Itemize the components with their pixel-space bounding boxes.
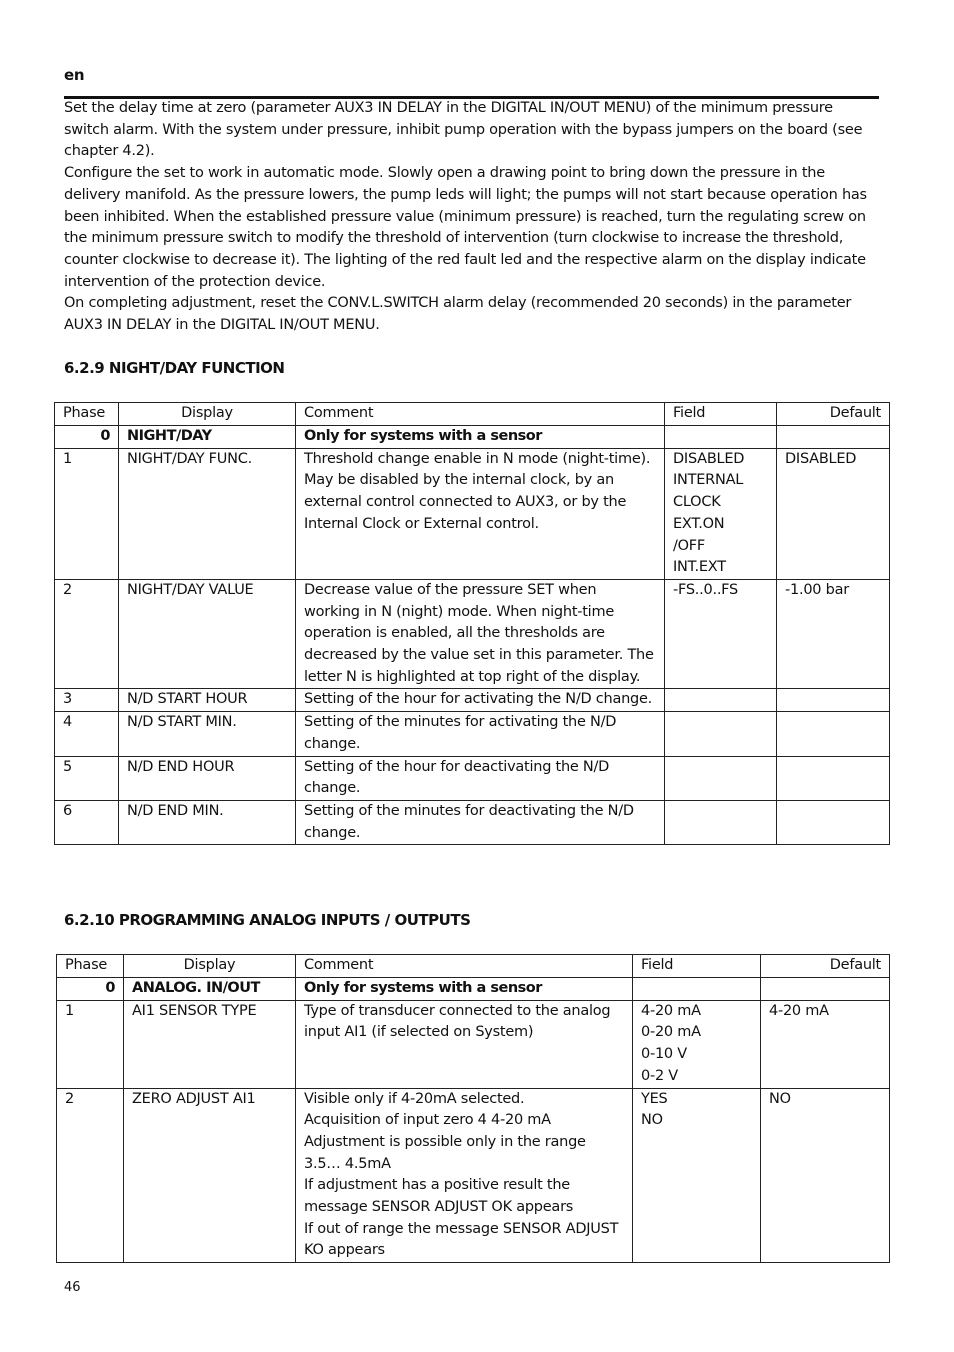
intro-text	[64, 98, 879, 337]
field-cell	[665, 800, 777, 844]
default-cell	[761, 978, 890, 1001]
table-title-row	[57, 978, 890, 1001]
column-header-phase: Phase	[57, 955, 124, 978]
phase-cell: 5	[55, 756, 119, 800]
table-row	[55, 689, 890, 712]
phase-cell: 1	[57, 1000, 124, 1088]
intro-paragraph-1: Set the delay time at zero (parameter AUX3 IN DELAY in the DIGITAL IN/OUT MENU) of the minimum pressure switch alarm. With the system under pressure, inhibit pump operation with the bypass jumpers on the board (see chapter 4.2).	[64, 100, 863, 160]
comment-cell: Only for systems with a sensor	[296, 426, 665, 449]
comment-cell: Type of transducer connected to the analog input AI1 (if selected on System)	[296, 1000, 633, 1088]
comment-cell: Threshold change enable in N mode (night-time). May be disabled by the internal clock, by an external control connected to AUX3, or by the Internal Clock or External control.	[296, 448, 665, 579]
default-cell	[777, 712, 890, 756]
table-row	[55, 800, 890, 844]
night-day-table	[54, 402, 890, 845]
comment-cell: Setting of the hour for activating the N/D change.	[296, 689, 665, 712]
column-header-field: Field	[665, 403, 777, 426]
field-cell: -FS..0..FS	[665, 579, 777, 689]
comment-cell: Setting of the hour for deactivating the N/D change.	[296, 756, 665, 800]
display-cell: ANALOG. IN/OUT	[124, 978, 296, 1001]
phase-cell: 3	[55, 689, 119, 712]
intro-paragraph-2: Configure the set to work in automatic mode. Slowly open a drawing point to bring down the pressure in the delivery manifold. As the pressure lowers, the pump leds will light; the pumps will not start because operation has been inhibited. When the established pressure value (minimum pressure) is reached, turn the regulating screw on the minimum pressure switch to modify the threshold of intervention (turn clockwise to increase the threshold, counter clockwise to decrease it). The lighting of the red fault led and the respective alarm on the display indicate intervention of the protection device.	[64, 165, 867, 290]
field-cell: YES NO	[633, 1088, 761, 1263]
phase-cell: 6	[55, 800, 119, 844]
field-cell: DISABLED INTERNAL CLOCK EXT.ON /OFF INT.EXT	[665, 448, 777, 579]
default-cell	[777, 426, 890, 449]
default-cell: DISABLED	[777, 448, 890, 579]
section-heading-analog-io: 6.2.10 PROGRAMMING ANALOG INPUTS / OUTPUTS	[64, 911, 471, 929]
table-header-row	[55, 403, 890, 426]
phase-cell: 4	[55, 712, 119, 756]
language-label: en	[64, 66, 85, 84]
table-row	[57, 1000, 890, 1088]
phase-cell: 0	[55, 426, 119, 449]
field-cell	[665, 712, 777, 756]
field-cell: 4-20 mA 0-20 mA 0-10 V 0-2 V	[633, 1000, 761, 1088]
default-cell	[777, 689, 890, 712]
table-row	[55, 712, 890, 756]
display-cell: NIGHT/DAY VALUE	[119, 579, 296, 689]
default-cell: NO	[761, 1088, 890, 1263]
field-cell	[665, 426, 777, 449]
field-cell	[665, 756, 777, 800]
display-cell: ZERO ADJUST AI1	[124, 1088, 296, 1263]
phase-cell: 1	[55, 448, 119, 579]
comment-cell: Setting of the minutes for activating the N/D change.	[296, 712, 665, 756]
analog-io-table	[56, 954, 890, 1263]
display-cell: N/D START HOUR	[119, 689, 296, 712]
column-header-comment: Comment	[296, 403, 665, 426]
field-cell	[633, 978, 761, 1001]
section-heading-night-day: 6.2.9 NIGHT/DAY FUNCTION	[64, 359, 285, 377]
column-header-comment: Comment	[296, 955, 633, 978]
phase-cell: 2	[55, 579, 119, 689]
column-header-field: Field	[633, 955, 761, 978]
table-title-row	[55, 426, 890, 449]
display-cell: N/D END MIN.	[119, 800, 296, 844]
display-cell: NIGHT/DAY	[119, 426, 296, 449]
comment-cell: Visible only if 4-20mA selected. Acquisition of input zero 4 4-20 mA Adjustment is possible only in the range 3.5… 4.5mA If adjustment has a positive result the message SENSOR ADJUST OK appears If out of range the message SENSOR ADJUST KO appears	[296, 1088, 633, 1263]
column-header-display: Display	[119, 403, 296, 426]
comment-cell: Setting of the minutes for deactivating the N/D change.	[296, 800, 665, 844]
comment-cell: Only for systems with a sensor	[296, 978, 633, 1001]
intro-paragraph-3: On completing adjustment, reset the CONV.L.SWITCH alarm delay (recommended 20 seconds) in the parameter AUX3 IN DELAY in the DIGITAL IN/OUT MENU.	[64, 295, 852, 334]
default-cell: 4-20 mA	[761, 1000, 890, 1088]
default-cell: -1.00 bar	[777, 579, 890, 689]
display-cell: NIGHT/DAY FUNC.	[119, 448, 296, 579]
default-cell	[777, 756, 890, 800]
column-header-display: Display	[124, 955, 296, 978]
phase-cell: 2	[57, 1088, 124, 1263]
default-cell	[777, 800, 890, 844]
column-header-default: Default	[777, 403, 890, 426]
table-row	[55, 579, 890, 689]
column-header-default: Default	[761, 955, 890, 978]
display-cell: N/D START MIN.	[119, 712, 296, 756]
page-number: 46	[64, 1280, 81, 1295]
column-header-phase: Phase	[55, 403, 119, 426]
field-cell	[665, 689, 777, 712]
display-cell: N/D END HOUR	[119, 756, 296, 800]
display-cell: AI1 SENSOR TYPE	[124, 1000, 296, 1088]
phase-cell: 0	[57, 978, 124, 1001]
table-row	[55, 448, 890, 579]
table-row	[57, 1088, 890, 1263]
table-header-row	[57, 955, 890, 978]
table-row	[55, 756, 890, 800]
comment-cell: Decrease value of the pressure SET when working in N (night) mode. When night-time operation is enabled, all the thresholds are decreased by the value set in this parameter. The letter N is highlighted at top right of the display.	[296, 579, 665, 689]
